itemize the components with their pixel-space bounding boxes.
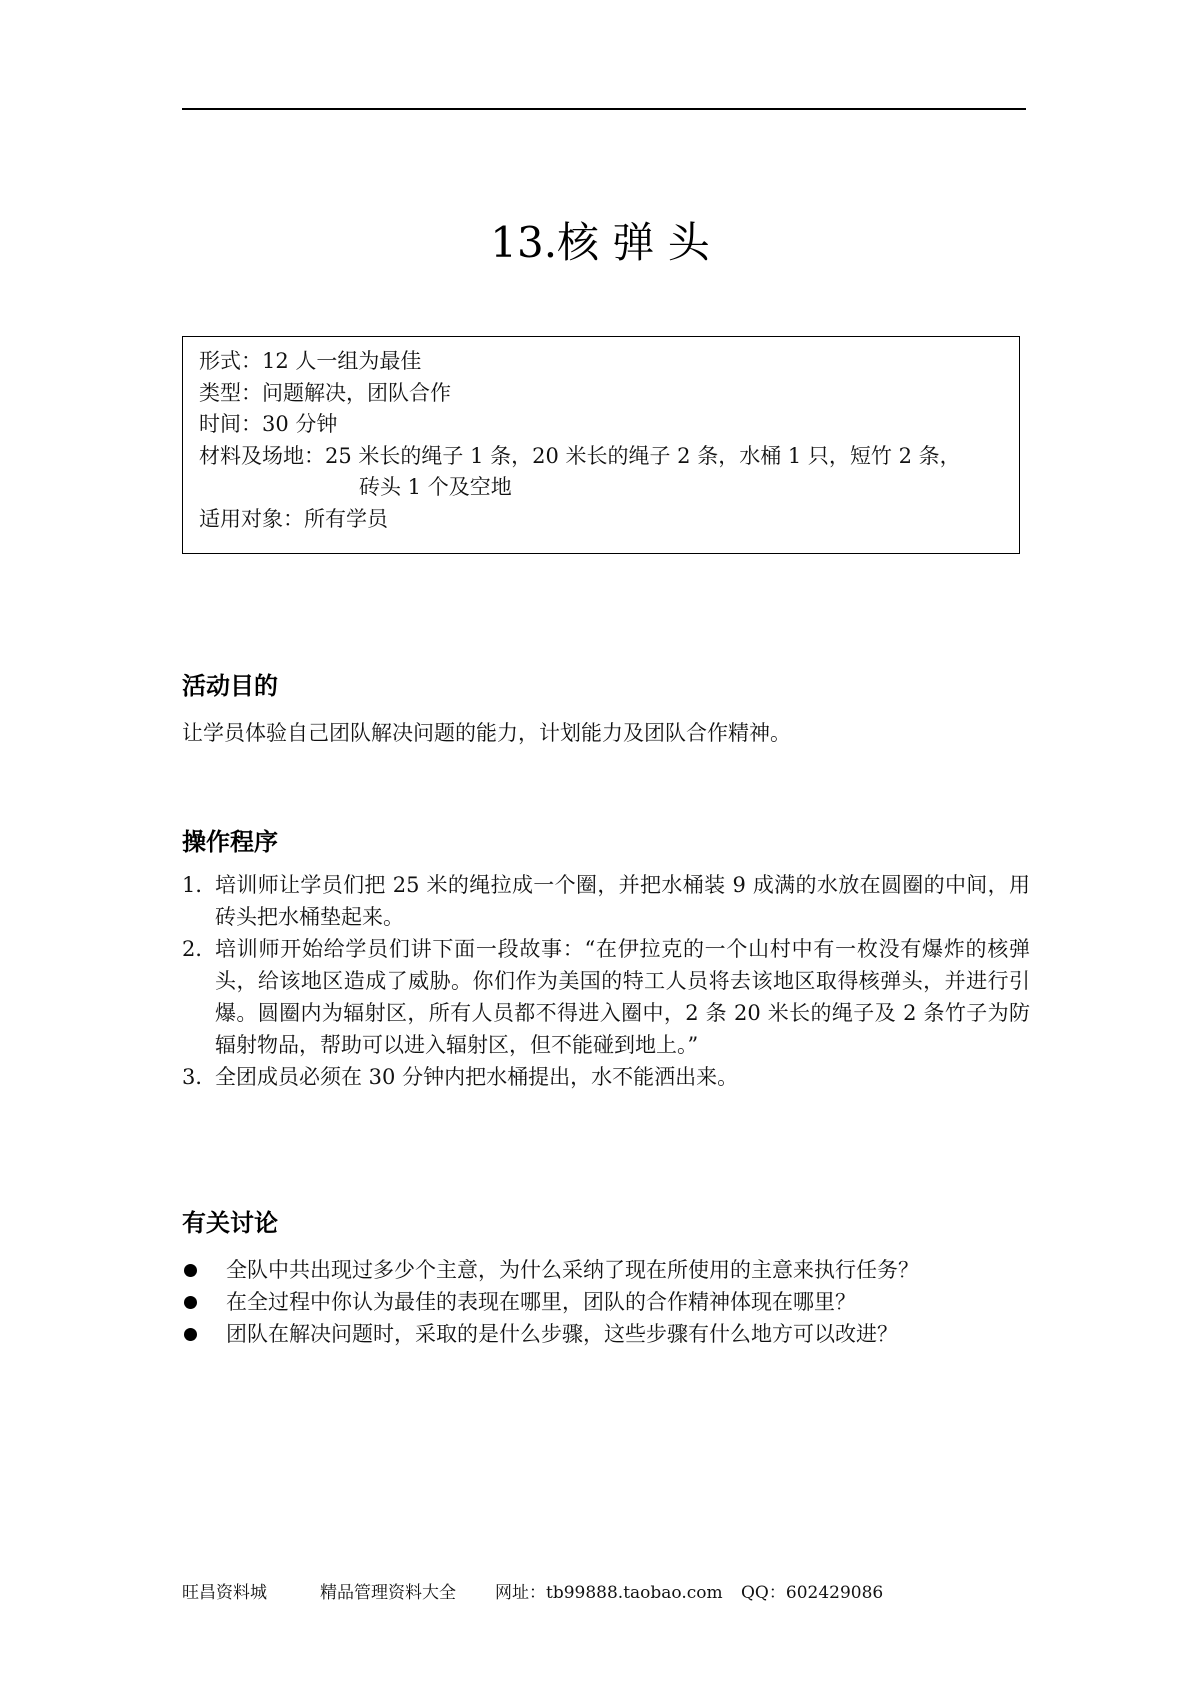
info-audience: 适用对象：所有学员 (199, 506, 388, 531)
procedure-heading: 操作程序 (182, 828, 278, 856)
page-footer (182, 1582, 1082, 1604)
step-text: 培训师开始给学员们讲下面一段故事：“在伊拉克的一个山村中有一枚没有爆炸的核弹头，给该地区造成了威胁。你们作为美国的特工人员将去该地区取得核弹头，并进行引爆。圆圈内为辐射区，所有人员都不得进入圈中，2 条 20 米长的绳子及 2 条竹子为防辐射物品，帮助可以进入辐射区，但不能碰到地上。” (215, 937, 1030, 1057)
discussion-item (182, 1254, 1030, 1286)
discussion-item-text: 全队中共出现过多少个主意，为什么采纳了现在所使用的主意来执行任务？ (226, 1258, 919, 1282)
activity-info-box (182, 336, 1020, 554)
footer-website: 网址：tb99888.taobao.com (495, 1583, 723, 1603)
step-number: 2． (182, 937, 217, 961)
discussion-item-text: 团队在解决问题时，采取的是什么步骤，这些步骤有什么地方可以改进？ (226, 1322, 898, 1346)
purpose-text: 让学员体验自己团队解决问题的能力，计划能力及团队合作精神。 (182, 721, 791, 745)
procedure-step (182, 1061, 1030, 1093)
bullet-icon (184, 1296, 197, 1309)
procedure-step (182, 869, 1030, 933)
footer-collection: 精品管理资料大全 (320, 1583, 456, 1603)
info-materials: 材料及场地：25 米长的绳子 1 条，20 米长的绳子 2 条，水桶 1 只，短竹 2 条， (199, 443, 961, 468)
info-materials-line2: 砖头 1 个及空地 (359, 475, 512, 499)
discussion-item (182, 1286, 1030, 1318)
bullet-icon (184, 1264, 197, 1277)
page-title: 13.核 弹 头 (490, 218, 710, 267)
purpose-heading: 活动目的 (182, 672, 278, 700)
step-number: 1． (182, 873, 217, 897)
discussion-item-text: 在全过程中你认为最佳的表现在哪里，团队的合作精神体现在哪里？ (226, 1290, 856, 1314)
procedure-steps (182, 869, 1030, 1093)
discussion-list (182, 1254, 1030, 1350)
bullet-icon (184, 1328, 197, 1341)
info-time: 时间：30 分钟 (199, 412, 338, 436)
info-format: 形式：12 人一组为最佳 (199, 349, 422, 373)
procedure-step (182, 933, 1030, 1061)
discussion-item (182, 1318, 1030, 1350)
header-rule (182, 108, 1026, 110)
step-text: 培训师让学员们把 25 米的绳拉成一个圈，并把水桶装 9 成满的水放在圆圈的中间，用砖头把水桶垫起来。 (215, 873, 1030, 929)
discussion-heading: 有关讨论 (182, 1209, 278, 1237)
info-materials-continued (199, 472, 1005, 504)
footer-shop-name: 旺昌资料城 (182, 1583, 267, 1603)
step-number: 3． (182, 1065, 217, 1089)
step-text: 全团成员必须在 30 分钟内把水桶提出，水不能洒出来。 (215, 1065, 739, 1089)
footer-qq: QQ：602429086 (741, 1583, 884, 1603)
info-type: 类型：问题解决，团队合作 (199, 380, 451, 405)
